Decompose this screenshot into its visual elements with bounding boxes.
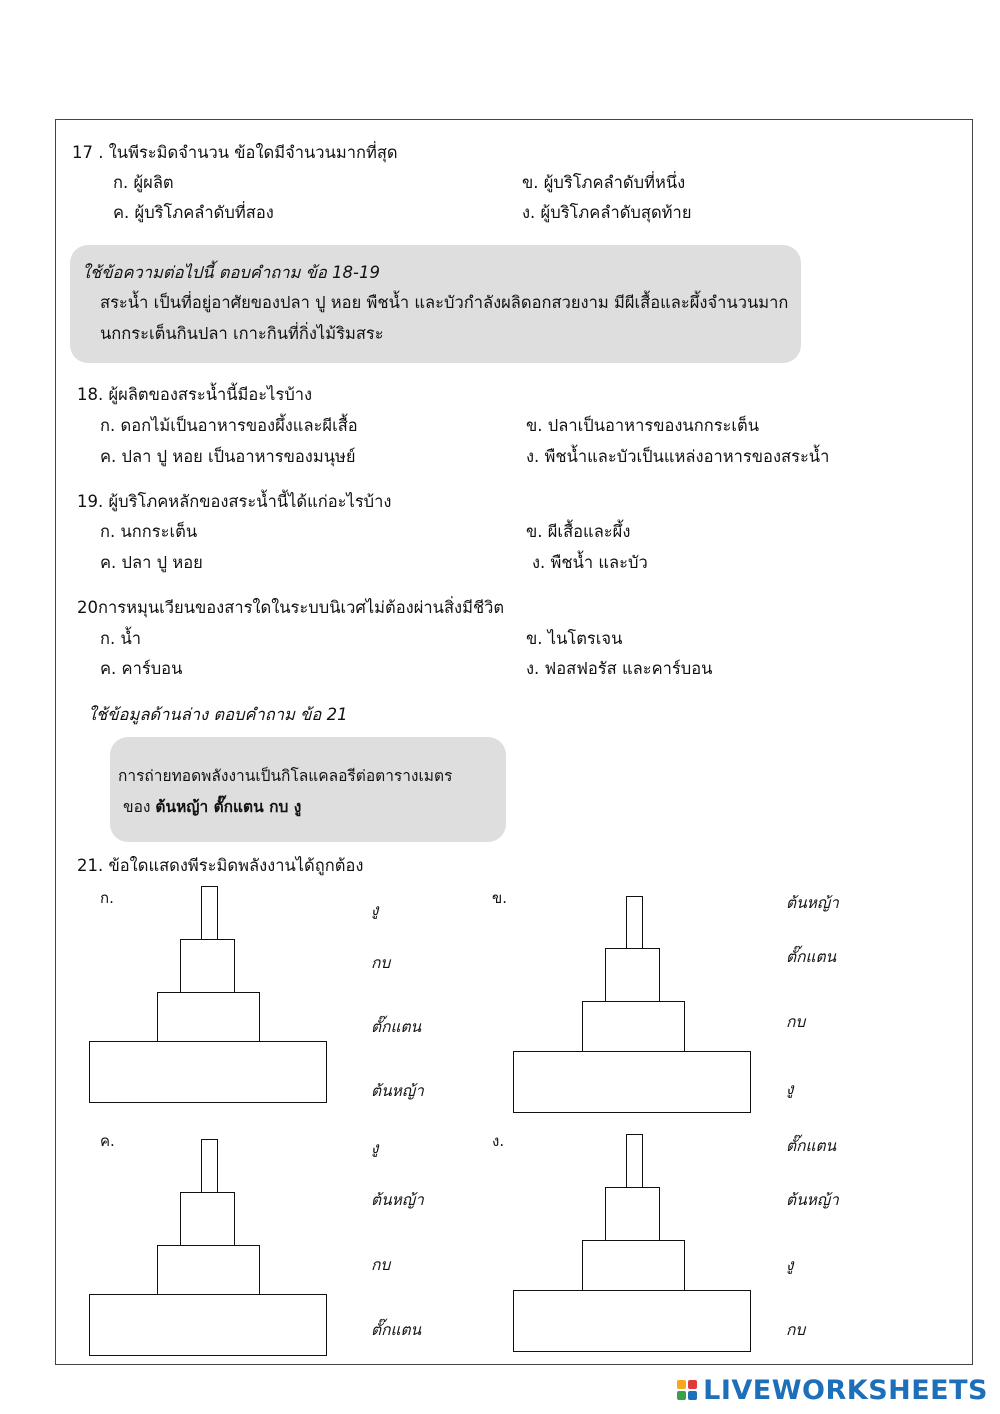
pyramid-level — [513, 1051, 751, 1113]
passage-21-line2 — [123, 797, 301, 817]
q17-option-c[interactable]: ค. ผู้บริโภคลำดับที่สอง — [113, 203, 274, 222]
pyramid-level — [605, 948, 660, 1002]
q21-option-b-label-1: ต้นหญ้า — [786, 894, 839, 912]
liveworksheets-wordmark: LIVEWORKSHEETS — [703, 1374, 988, 1406]
passage-21-line2-prefix: ของ — [123, 798, 156, 816]
passage-18-19-line2: นกกระเต็นกินปลา เกาะกินที่กิ่งไม้ริมสระ — [100, 324, 384, 343]
liveworksheets-logo — [677, 1374, 988, 1406]
pyramid-level — [201, 886, 218, 940]
q19-question: 19. ผู้บริโภคหลักของสระน้ำนี้ได้แก่อะไรบ้าง — [77, 492, 392, 511]
q18-option-c[interactable]: ค. ปลา ปู หอย เป็นอาหารของมนุษย์ — [100, 447, 356, 466]
pyramid-level — [157, 992, 260, 1043]
q20-option-c[interactable]: ค. คาร์บอน — [100, 659, 183, 678]
logo-square — [677, 1391, 686, 1400]
passage-21-heading: ใช้ข้อมูลด้านล่าง ตอบคำถาม ข้อ 21 — [88, 705, 348, 724]
passage-21-line1: การถ่ายทอดพลังงานเป็นกิโลแคลอรีต่อตารางเมตร — [118, 767, 453, 785]
q20-question: 20การหมุนเวียนของสารใดในระบบนิเวศไม่ต้องผ่านสิ่งมีชีวิต — [77, 598, 505, 617]
pyramid-level — [180, 1192, 235, 1246]
q21-option-c-label-3: กบ — [371, 1256, 391, 1274]
q17-option-b[interactable]: ข. ผู้บริโภคลำดับที่หนึ่ง — [522, 173, 686, 192]
q21-option-c-label-1: งู — [371, 1139, 379, 1157]
pyramid-level — [89, 1294, 327, 1356]
passage-box-21 — [110, 737, 506, 842]
q21-option-c-label-2: ต้นหญ้า — [371, 1191, 424, 1209]
q21-option-c-key[interactable]: ค. — [100, 1132, 115, 1150]
q18-option-d[interactable]: ง. พืชน้ำและบัวเป็นแหล่งอาหารของสระน้ำ — [526, 447, 830, 466]
pyramid-level — [180, 939, 235, 993]
passage-21-organisms: ต้นหญ้า ตั๊กแตน กบ งู — [155, 798, 302, 816]
logo-square — [677, 1380, 686, 1389]
q21-option-d-key[interactable]: ง. — [492, 1132, 505, 1150]
q21-option-b-label-4: งู — [786, 1080, 794, 1098]
q20-option-a[interactable]: ก. น้ำ — [100, 629, 142, 648]
q19-option-c[interactable]: ค. ปลา ปู หอย — [100, 553, 203, 572]
q21-option-d-label-3: งู — [786, 1256, 794, 1274]
passage-18-19-heading: ใช้ข้อความต่อไปนี้ ตอบคำถาม ข้อ 18-19 — [82, 263, 380, 282]
q17-option-d[interactable]: ง. ผู้บริโภคลำดับสุดท้าย — [522, 203, 692, 222]
q18-option-a[interactable]: ก. ดอกไม้เป็นอาหารของผึ้งและผีเสื้อ — [100, 416, 358, 435]
pyramid-level — [201, 1139, 218, 1193]
pyramid-level — [582, 1001, 685, 1052]
q19-option-b[interactable]: ข. ผีเสื้อและผึ้ง — [526, 522, 631, 541]
q21-option-b-label-3: กบ — [786, 1013, 806, 1031]
q17-option-a[interactable]: ก. ผู้ผลิต — [113, 173, 174, 192]
pyramid-level — [157, 1245, 260, 1296]
liveworksheets-logo-icon — [677, 1380, 697, 1400]
q19-option-a[interactable]: ก. นกกระเต็น — [100, 522, 198, 541]
passage-18-19-line1: สระน้ำ เป็นที่อยู่อาศัยของปลา ปู หอย พืชน้ำ และบัวกำลังผลิดอกสวยงาม มีผีเสื้อและผึ้งจำนวนมาก — [100, 293, 789, 312]
q20-option-d[interactable]: ง. ฟอสฟอรัส และคาร์บอน — [526, 659, 713, 678]
q20-option-b[interactable]: ข. ไนโตรเจน — [526, 629, 623, 648]
q21-option-a-key[interactable]: ก. — [100, 889, 114, 907]
pyramid-level — [89, 1041, 327, 1103]
q21-option-d-label-2: ต้นหญ้า — [786, 1191, 839, 1209]
q21-option-d-label-4: กบ — [786, 1321, 806, 1339]
q21-option-d-label-1: ตั๊กแตน — [786, 1137, 837, 1155]
pyramid-level — [582, 1240, 685, 1291]
q21-option-a-label-2: กบ — [371, 954, 391, 972]
q21-option-a-label-1: งู — [371, 901, 379, 919]
pyramid-level — [513, 1290, 751, 1352]
q21-option-c-label-4: ตั๊กแตน — [371, 1321, 422, 1339]
q19-option-d[interactable]: ง. พืชน้ำ และบัว — [532, 553, 648, 572]
q21-option-b-key[interactable]: ข. — [492, 889, 508, 907]
q21-option-a-label-3: ตั๊กแตน — [371, 1018, 422, 1036]
q18-question: 18. ผู้ผลิตของสระน้ำนี้มีอะไรบ้าง — [77, 385, 313, 404]
pyramid-level — [605, 1187, 660, 1241]
pyramid-level — [626, 1134, 643, 1188]
q21-option-a-label-4: ต้นหญ้า — [371, 1082, 424, 1100]
q18-option-b[interactable]: ข. ปลาเป็นอาหารของนกกระเต็น — [526, 416, 760, 435]
q21-question: 21. ข้อใดแสดงพีระมิดพลังงานได้ถูกต้อง — [77, 856, 364, 875]
pyramid-level — [626, 896, 643, 950]
q17-question: 17 . ในพีระมิดจำนวน ข้อใดมีจำนวนมากที่สุด — [72, 143, 398, 162]
logo-square — [688, 1380, 697, 1389]
logo-square — [688, 1391, 697, 1400]
q21-option-b-label-2: ตั๊กแตน — [786, 948, 837, 966]
